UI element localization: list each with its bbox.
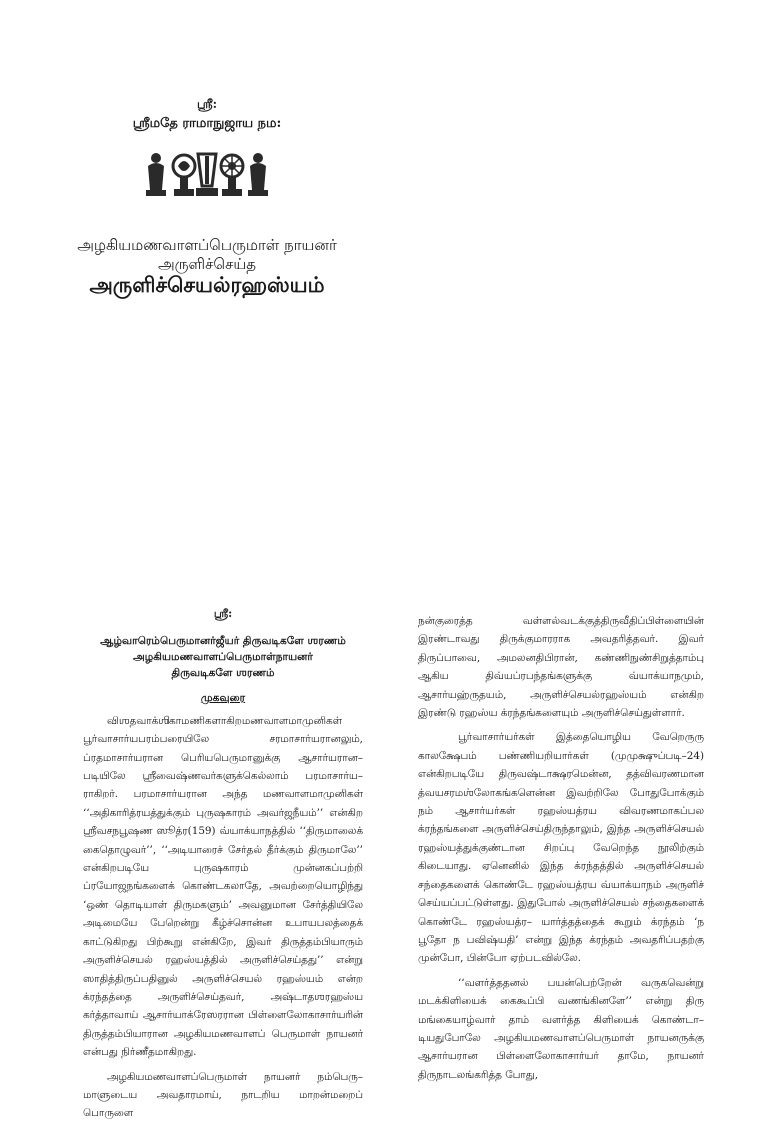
- preface-heading: முகவுரை: [200, 692, 246, 705]
- paragraph: பூர்வாசார்யர்கள் இத்தையொழிய வேறெருரு காலக்ஷேபம் பண்ணியறியார்கள் (முமுக்ஷுப்படி–24) என்கிறபடியே திருவஷ்டாக்ஷரமென்ன, தத்விவரணமான த்வயசரமஶ்லோகங்களென்ன இவற்றிலே போதுபோக்கும் நம் ஆசார்யர்கள் ரஹஸ்யத்ரய விவரணமாகப்பல க்ரந்தங்களை அருளிச்செய்திருந்தாலும், இந்த அருளிச்செயல் ரஹஸ்யத்துக்குண்டான சிறப்பு வேறெந்த நூலிற்கும் கிடையாது. ஏனெனில் இந்த க்ரந்தத்தில் அருளிச்செயல் சந்தைகளைக் கொண்டே ரஹஸ்யத்ரய வ்யாக்யாநம் அருளிச் செய்யப்பட்டுள்ளது. இதுபோல் அருளிச்செயல் சந்தைகளைக் கொண்டே ரஹஸ்யத்ர– யார்த்தத்தைக் கூறும் க்ரந்தம் ‘ந பூதோ ந பவிஷ்யதி’ என்று இந்த க்ரந்தம் அவதரிப்பதற்கு முன்போ, பின்போ ஏற்படவில்லே.: [418, 731, 704, 965]
- temple-emblem-icon: [142, 146, 272, 200]
- left-column: [83, 605, 363, 1129]
- authored-label: அருளிச்செய்த: [157, 255, 257, 273]
- paragraph: ‘‘வளர்த்ததனல் பயன்பெற்றேன் வருகவென்று மடக்கிளியைக் கைகூப்பி வணங்கினளே’’ என்று திரு மங்கையாழ்வார் தாம் வளர்த்த கிளியைக் கொண்டா–டியதுபோலே அழகியமணவாளப்பெருமாள் நாயனருக்கு ஆசார்யரான பிள்ளைலோகாசார்யர் தாமே, நாயனர் திருநாடலங்கரித்த போது,: [418, 976, 704, 1081]
- paragraph: அழகியமணவாளப்பெருமாள் நாயனர் நம்பெரு–மாளுடைய அவதாரமாய், நாடறிய மாறன்மறைப் பொருளை: [83, 1070, 363, 1120]
- salutation-line-2: அழகியமணவாளப்பெருமாள்நாயனர்: [133, 651, 313, 664]
- section-sri: ஸ்ரீ:: [213, 607, 233, 620]
- author-name: அழகியமணவாளப்பெருமாள் நாயனர்: [77, 236, 337, 254]
- invocation-sri: ஸ்ரீ:: [196, 97, 218, 111]
- book-title: அருளிச்செயல்ரஹஸ்யம்: [89, 272, 325, 297]
- right-column: [418, 612, 704, 1090]
- paragraph: விஶதவாக்ஶிகாமணிகளாகிறமணவாளமாமுனிகள் பூர்வாசார்யபரம்பரையிலே சரமாசார்யரானலும், ப்ரதமாசார்யரான பெரியபெருமானுக்கு ஆசார்யரான–படியிலே ஸ்ரீவைஷ்ணவர்களுக்கெல்லாம் பரமாசார்ய–ராகிறர். பரமாசார்யரான அந்த மணவாளமாமுனிகள் ‘‘அதிகாரித்ரயத்துக்கும் புருஷகாரம் அவர்ஜநீயம்’’ என்கிற ஸ்ரீவசநபூஷண ஸூத்ர(159) வ்யாக்யாநத்தில் ‘‘திருமாலைக் கைதொழுவர்’’, ‘‘அடியாரைச் சேர்தல் தீர்க்கும் திருமாலே’’ என்கிறபடியே புருஷகாரம் முன்னகப்பற்றி ப்ரயோஜநங்களைக் கொண்டகலாதே, அவற்றையொழிந்து ‘ஒண் தொடியாள் திருமகளும்’ அவனுமான சேர்த்தியிலே அடிமையே பேறென்று கீழ்ச்சொன்ன உபாயபலத்தைக் காட்டுகிறது பிற்கூறு என்கிறே, இவர் திருத்தம்பியாரும் அருளிச்செயல் ரஹஸ்யத்தில் அருளிச்செய்தது’’ என்று ஸாதித்திருப்பதினுல் அருளிச்செயல் ரஹஸ்யம் என்ற க்ரந்தத்தை அருளிச்செய்தவர், அஷ்டாதஶரஹஸ்ய கர்த்தாவாய் ஆசார்யாக்ரேஸரரான பிள்ளைலோகாசார்யரின் திருத்தம்பியாரான அழகியமணவாளப் பெருமாள் நாயனர் என்பது நிர்ணீதமாகிறது.: [83, 714, 363, 1059]
- salutation-line-3: திருவடிகளே ஶரணம்: [171, 667, 275, 680]
- salutation-line-1: ஆழ்வாரெம்பெருமானர்ஜீயர் திருவடிகளே ஶரணம்: [100, 635, 346, 648]
- invocation-ramanuja: ஸ்ரீமதே ராமாநுஜாய நம:: [132, 116, 282, 131]
- paragraph: நன்குரைத்த வள்ளல்வடக்குத்திருவீதிப்பிள்ளையின் இரண்டாவது திருக்குமாரராக அவதரித்தவர். இவர் திருப்பாவை, அமலனதிபிரான், கண்ணிநுண்சிறுத்தாம்பு ஆகிய திவ்யப்ரபந்தங்களுக்கு வ்யாக்யாநமும், ஆசார்யஹ்ருதயம், அருளிச்செயல்ரஹஸ்யம் என்கிற இரண்டு ரஹஸ்ய க்ரந்தங்களையும் அருளிச்செய்துள்ளார்.: [418, 615, 704, 720]
